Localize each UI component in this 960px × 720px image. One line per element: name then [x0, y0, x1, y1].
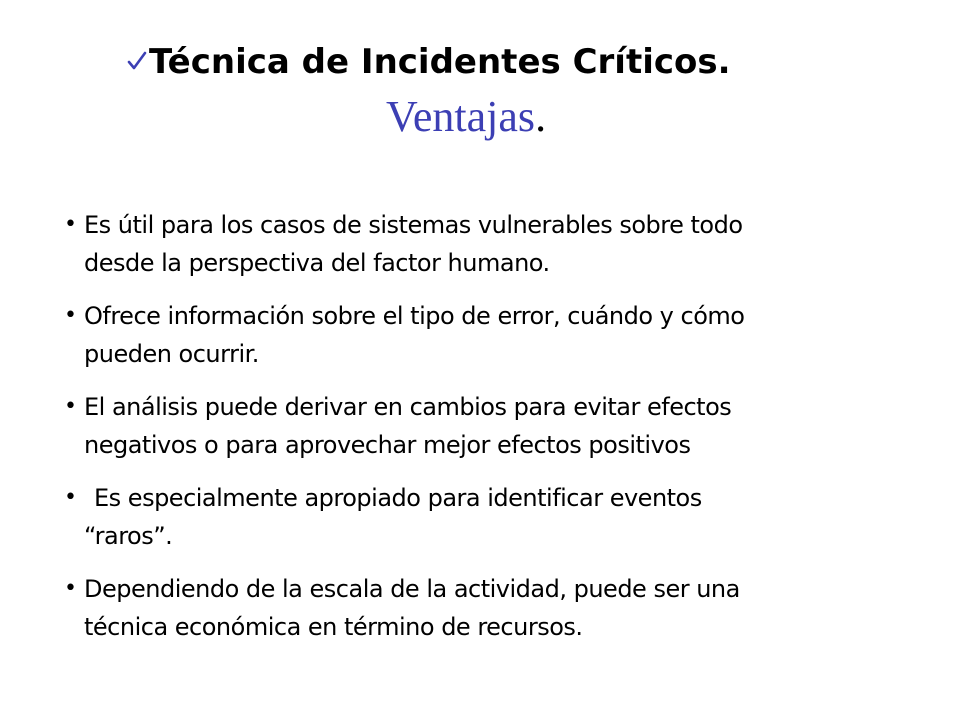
bullet-line: “raros”. — [84, 522, 173, 550]
bullet-text — [84, 206, 924, 282]
bullet-line: Es especialmente apropiado para identificar eventos — [94, 484, 702, 512]
bullet-dot: • — [64, 212, 77, 237]
bullet-text — [84, 388, 924, 464]
bullet-line: técnica económica en término de recursos. — [84, 613, 583, 641]
bullet-item — [64, 206, 924, 282]
bullet-line: Dependiendo de la escala de la actividad, puede ser una — [84, 575, 740, 603]
bullet-item — [64, 479, 924, 555]
slide-title-row — [126, 40, 731, 84]
bullet-line: negativos o para aprovechar mejor efectos positivos — [84, 431, 691, 459]
bullet-dot: • — [64, 485, 77, 510]
bullet-item — [64, 297, 924, 373]
subtitle-period: . — [535, 92, 547, 141]
bullet-text — [84, 570, 924, 646]
bullet-line: pueden ocurrir. — [84, 340, 259, 368]
bullet-item — [64, 570, 924, 646]
bullet-line: desde la perspectiva del factor humano. — [84, 249, 550, 277]
check-icon — [126, 50, 148, 72]
bullet-line: Ofrece información sobre el tipo de error, cuándo y cómo — [84, 302, 745, 330]
bullet-dot: • — [64, 394, 77, 419]
slide-title: Técnica de Incidentes Críticos. — [149, 42, 731, 82]
bullet-line: Es útil para los casos de sistemas vulnerables sobre todo — [84, 211, 743, 239]
bullet-line: El análisis puede derivar en cambios para evitar efectos — [84, 393, 732, 421]
bullet-list — [64, 206, 924, 661]
subtitle-text: Ventajas — [386, 92, 536, 141]
bullet-dot: • — [64, 576, 77, 601]
bullet-text — [84, 479, 924, 555]
bullet-text — [84, 297, 924, 373]
slide-subtitle — [386, 90, 546, 144]
bullet-item — [64, 388, 924, 464]
bullet-dot: • — [64, 303, 77, 328]
